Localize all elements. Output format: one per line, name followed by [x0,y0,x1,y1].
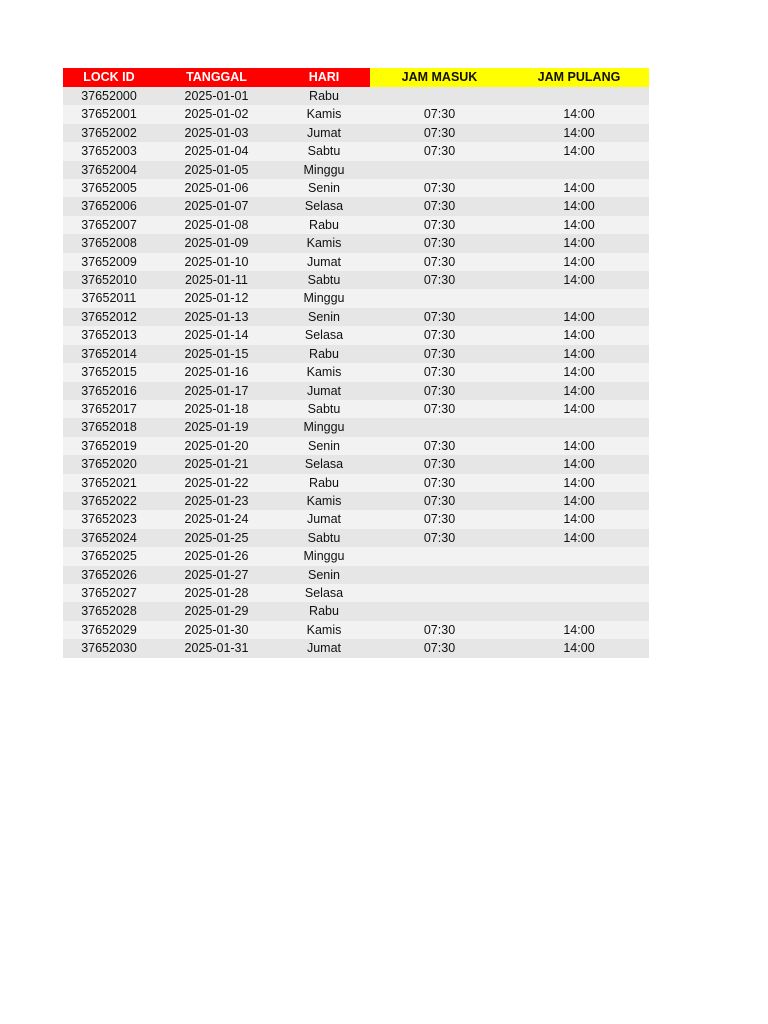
cell-jam-pulang[interactable]: 14:00 [509,345,649,363]
cell-tanggal[interactable]: 2025-01-11 [155,271,278,289]
cell-jam-masuk[interactable] [370,161,509,179]
cell-lock-id[interactable]: 37652030 [63,639,155,657]
cell-jam-pulang[interactable]: 14:00 [509,142,649,160]
cell-jam-masuk[interactable]: 07:30 [370,437,509,455]
cell-lock-id[interactable]: 37652007 [63,216,155,234]
cell-lock-id[interactable]: 37652004 [63,161,155,179]
cell-hari[interactable]: Sabtu [278,142,370,160]
cell-jam-masuk[interactable] [370,87,509,105]
table-row [63,308,649,326]
table-row [63,197,649,215]
table-row [63,179,649,197]
cell-jam-pulang[interactable] [509,584,649,602]
table-row [63,418,649,436]
table-row [63,234,649,252]
cell-lock-id[interactable]: 37652001 [63,105,155,123]
cell-jam-pulang[interactable] [509,566,649,584]
cell-tanggal[interactable]: 2025-01-26 [155,547,278,565]
cell-hari[interactable]: Rabu [278,87,370,105]
cell-jam-masuk[interactable]: 07:30 [370,345,509,363]
table-row [63,455,649,473]
cell-tanggal[interactable]: 2025-01-22 [155,474,278,492]
table-row [63,345,649,363]
cell-lock-id[interactable]: 37652008 [63,234,155,252]
table-row [63,363,649,381]
table-row [63,437,649,455]
table-row [63,602,649,620]
cell-jam-masuk[interactable] [370,584,509,602]
cell-jam-pulang[interactable]: 14:00 [509,216,649,234]
cell-hari[interactable]: Selasa [278,455,370,473]
cell-tanggal[interactable]: 2025-01-16 [155,363,278,381]
cell-lock-id[interactable]: 37652017 [63,400,155,418]
table-row [63,105,649,123]
cell-tanggal[interactable]: 2025-01-15 [155,345,278,363]
cell-lock-id[interactable]: 37652011 [63,289,155,307]
cell-jam-masuk[interactable]: 07:30 [370,142,509,160]
cell-jam-masuk[interactable]: 07:30 [370,363,509,381]
cell-jam-pulang[interactable]: 14:00 [509,253,649,271]
cell-hari[interactable]: Rabu [278,474,370,492]
cell-tanggal[interactable]: 2025-01-12 [155,289,278,307]
cell-jam-pulang[interactable]: 14:00 [509,197,649,215]
table-row [63,566,649,584]
cell-tanggal[interactable]: 2025-01-25 [155,529,278,547]
cell-jam-masuk[interactable]: 07:30 [370,455,509,473]
cell-jam-masuk[interactable]: 07:30 [370,271,509,289]
cell-jam-masuk[interactable]: 07:30 [370,216,509,234]
cell-hari[interactable]: Sabtu [278,271,370,289]
cell-jam-masuk[interactable]: 07:30 [370,621,509,639]
table-row [63,216,649,234]
cell-tanggal[interactable]: 2025-01-24 [155,510,278,528]
cell-hari[interactable]: Selasa [278,584,370,602]
cell-lock-id[interactable]: 37652022 [63,492,155,510]
table-row [63,271,649,289]
cell-jam-pulang[interactable]: 14:00 [509,308,649,326]
cell-jam-masuk[interactable]: 07:30 [370,234,509,252]
cell-tanggal[interactable]: 2025-01-21 [155,455,278,473]
cell-tanggal[interactable]: 2025-01-05 [155,161,278,179]
table-row [63,87,649,105]
cell-lock-id[interactable]: 37652000 [63,87,155,105]
cell-lock-id[interactable]: 37652024 [63,529,155,547]
cell-jam-pulang[interactable]: 14:00 [509,124,649,142]
table-row [63,492,649,510]
table-body [63,87,649,658]
cell-lock-id[interactable]: 37652019 [63,437,155,455]
cell-hari[interactable]: Kamis [278,621,370,639]
cell-lock-id[interactable]: 37652016 [63,382,155,400]
cell-tanggal[interactable]: 2025-01-04 [155,142,278,160]
cell-jam-pulang[interactable] [509,418,649,436]
cell-hari[interactable]: Selasa [278,326,370,344]
cell-tanggal[interactable]: 2025-01-08 [155,216,278,234]
attendance-sheet [63,68,649,658]
cell-jam-pulang[interactable]: 14:00 [509,510,649,528]
cell-tanggal[interactable]: 2025-01-01 [155,87,278,105]
cell-jam-pulang[interactable] [509,161,649,179]
cell-jam-pulang[interactable] [509,547,649,565]
cell-tanggal[interactable]: 2025-01-17 [155,382,278,400]
cell-jam-pulang[interactable]: 14:00 [509,234,649,252]
cell-lock-id[interactable]: 37652018 [63,418,155,436]
cell-lock-id[interactable]: 37652002 [63,124,155,142]
cell-hari[interactable]: Minggu [278,289,370,307]
cell-jam-masuk[interactable]: 07:30 [370,529,509,547]
cell-hari[interactable]: Minggu [278,418,370,436]
cell-jam-pulang[interactable]: 14:00 [509,382,649,400]
cell-lock-id[interactable]: 37652027 [63,584,155,602]
cell-jam-masuk[interactable] [370,547,509,565]
cell-tanggal[interactable]: 2025-01-07 [155,197,278,215]
cell-hari[interactable]: Jumat [278,639,370,657]
cell-hari[interactable]: Minggu [278,161,370,179]
cell-jam-pulang[interactable]: 14:00 [509,400,649,418]
cell-lock-id[interactable]: 37652012 [63,308,155,326]
cell-lock-id[interactable]: 37652013 [63,326,155,344]
cell-jam-pulang[interactable]: 14:00 [509,271,649,289]
cell-hari[interactable]: Sabtu [278,529,370,547]
attendance-table [63,68,649,658]
cell-hari[interactable]: Senin [278,566,370,584]
cell-jam-pulang[interactable] [509,602,649,620]
cell-tanggal[interactable]: 2025-01-30 [155,621,278,639]
cell-tanggal[interactable]: 2025-01-29 [155,602,278,620]
cell-lock-id[interactable]: 37652029 [63,621,155,639]
cell-jam-pulang[interactable]: 14:00 [509,105,649,123]
cell-hari[interactable]: Jumat [278,253,370,271]
cell-hari[interactable]: Rabu [278,602,370,620]
cell-jam-masuk[interactable]: 07:30 [370,510,509,528]
cell-hari[interactable]: Sabtu [278,400,370,418]
cell-tanggal[interactable]: 2025-01-27 [155,566,278,584]
header-hari[interactable]: HARI [278,68,370,87]
cell-hari[interactable]: Kamis [278,363,370,381]
table-row [63,382,649,400]
cell-tanggal[interactable]: 2025-01-09 [155,234,278,252]
cell-tanggal[interactable]: 2025-01-14 [155,326,278,344]
table-row [63,253,649,271]
cell-jam-masuk[interactable]: 07:30 [370,326,509,344]
cell-tanggal[interactable]: 2025-01-02 [155,105,278,123]
table-row [63,584,649,602]
table-row [63,289,649,307]
table-row [63,474,649,492]
table-row [63,639,649,657]
cell-hari[interactable]: Rabu [278,216,370,234]
cell-tanggal[interactable]: 2025-01-31 [155,639,278,657]
header-tanggal[interactable]: TANGGAL [155,68,278,87]
cell-lock-id[interactable]: 37652006 [63,197,155,215]
cell-hari[interactable]: Rabu [278,345,370,363]
cell-jam-masuk[interactable]: 07:30 [370,492,509,510]
cell-lock-id[interactable]: 37652003 [63,142,155,160]
cell-jam-pulang[interactable]: 14:00 [509,639,649,657]
cell-hari[interactable]: Senin [278,437,370,455]
cell-jam-pulang[interactable]: 14:00 [509,474,649,492]
cell-jam-masuk[interactable]: 07:30 [370,253,509,271]
cell-lock-id[interactable]: 37652023 [63,510,155,528]
cell-jam-masuk[interactable] [370,602,509,620]
cell-tanggal[interactable]: 2025-01-03 [155,124,278,142]
cell-jam-masuk[interactable]: 07:30 [370,124,509,142]
cell-lock-id[interactable]: 37652020 [63,455,155,473]
cell-tanggal[interactable]: 2025-01-28 [155,584,278,602]
header-jam-pulang[interactable]: JAM PULANG [509,68,649,87]
cell-hari[interactable]: Jumat [278,510,370,528]
cell-jam-pulang[interactable]: 14:00 [509,437,649,455]
cell-lock-id[interactable]: 37652014 [63,345,155,363]
table-row [63,326,649,344]
cell-jam-masuk[interactable] [370,289,509,307]
cell-jam-pulang[interactable]: 14:00 [509,529,649,547]
cell-jam-masuk[interactable]: 07:30 [370,474,509,492]
table-row [63,547,649,565]
header-jam-masuk[interactable]: JAM MASUK [370,68,509,87]
cell-lock-id[interactable]: 37652015 [63,363,155,381]
cell-jam-masuk[interactable]: 07:30 [370,179,509,197]
cell-tanggal[interactable]: 2025-01-06 [155,179,278,197]
table-row [63,621,649,639]
table-row [63,142,649,160]
cell-lock-id[interactable]: 37652025 [63,547,155,565]
cell-jam-pulang[interactable]: 14:00 [509,179,649,197]
cell-hari[interactable]: Kamis [278,234,370,252]
cell-jam-masuk[interactable]: 07:30 [370,308,509,326]
cell-tanggal[interactable]: 2025-01-23 [155,492,278,510]
cell-jam-masuk[interactable]: 07:30 [370,639,509,657]
cell-tanggal[interactable]: 2025-01-19 [155,418,278,436]
cell-lock-id[interactable]: 37652026 [63,566,155,584]
cell-hari[interactable]: Kamis [278,492,370,510]
cell-tanggal[interactable]: 2025-01-18 [155,400,278,418]
cell-jam-masuk[interactable] [370,566,509,584]
table-row [63,400,649,418]
cell-jam-masuk[interactable] [370,418,509,436]
cell-lock-id[interactable]: 37652005 [63,179,155,197]
cell-jam-pulang[interactable]: 14:00 [509,455,649,473]
cell-tanggal[interactable]: 2025-01-10 [155,253,278,271]
cell-lock-id[interactable]: 37652028 [63,602,155,620]
cell-jam-pulang[interactable] [509,289,649,307]
table-row [63,161,649,179]
table-row [63,529,649,547]
cell-jam-pulang[interactable] [509,87,649,105]
cell-hari[interactable]: Jumat [278,382,370,400]
cell-hari[interactable]: Senin [278,308,370,326]
header-row [63,68,649,87]
header-lock-id[interactable]: LOCK ID [63,68,155,87]
cell-lock-id[interactable]: 37652009 [63,253,155,271]
cell-jam-pulang[interactable]: 14:00 [509,326,649,344]
cell-hari[interactable]: Kamis [278,105,370,123]
cell-jam-masuk[interactable]: 07:30 [370,400,509,418]
cell-hari[interactable]: Selasa [278,197,370,215]
cell-jam-pulang[interactable]: 14:00 [509,363,649,381]
cell-hari[interactable]: Jumat [278,124,370,142]
cell-lock-id[interactable]: 37652021 [63,474,155,492]
table-row [63,124,649,142]
cell-hari[interactable]: Senin [278,179,370,197]
table-row [63,510,649,528]
cell-tanggal[interactable]: 2025-01-13 [155,308,278,326]
cell-jam-pulang[interactable]: 14:00 [509,492,649,510]
cell-tanggal[interactable]: 2025-01-20 [155,437,278,455]
cell-jam-masuk[interactable]: 07:30 [370,105,509,123]
cell-hari[interactable]: Minggu [278,547,370,565]
cell-jam-masuk[interactable]: 07:30 [370,197,509,215]
cell-jam-masuk[interactable]: 07:30 [370,382,509,400]
cell-lock-id[interactable]: 37652010 [63,271,155,289]
cell-jam-pulang[interactable]: 14:00 [509,621,649,639]
